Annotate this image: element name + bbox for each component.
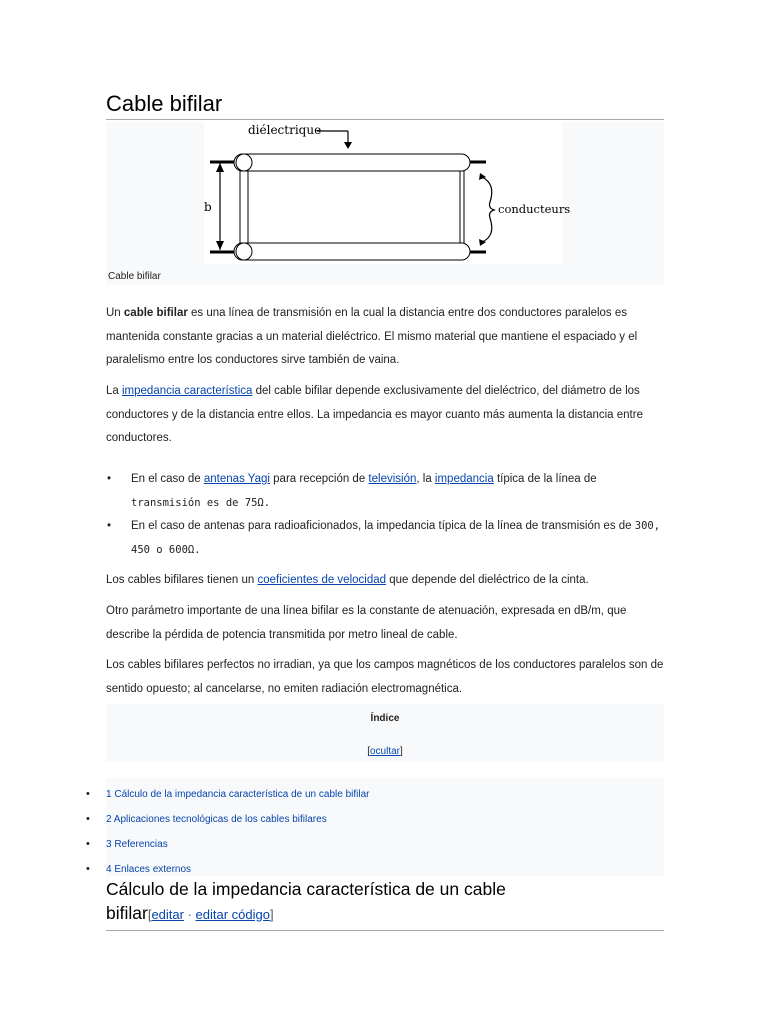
- text: En el caso de: [131, 473, 204, 485]
- text: Un: [106, 307, 124, 319]
- text: En el caso de antenas para radioaficionados, la impedancia típica de la línea de transmisión es de: [131, 520, 635, 532]
- figure-caption: Cable bifilar: [108, 271, 161, 282]
- link-television[interactable]: televisión: [368, 473, 417, 485]
- text: [: [367, 746, 370, 757]
- section-edit-links: [148, 907, 274, 922]
- toc-title: Índice: [370, 713, 400, 724]
- text: Los cables bifilares tienen un: [106, 574, 258, 586]
- text: del cable bifilar depende exclusivamente del dieléctrico, del diámetro de los conductores y de la distancia entre ellos. La impedancia es mayor cuanto más aumenta la distancia entre conductores.: [106, 385, 643, 444]
- dielectric-label: diélectrique: [248, 123, 322, 137]
- section-heading-line1: Cálculo de la impedancia característica de un cable: [106, 879, 506, 899]
- text: , la: [416, 473, 435, 485]
- toc-item[interactable]: [86, 782, 666, 807]
- list-item: [106, 515, 664, 562]
- twin-lead-diagram-svg: [204, 122, 571, 264]
- text: La: [106, 385, 122, 397]
- bullet-icon: •: [107, 520, 112, 532]
- conductors-label: conducteurs: [498, 202, 571, 216]
- distance-label: b: [204, 200, 212, 214]
- toc-number: 2: [106, 814, 112, 825]
- intro-paragraph-1: [106, 302, 664, 373]
- toc-header: [106, 704, 664, 762]
- text: típica de la línea de: [493, 473, 597, 485]
- text: transmisión es de 75Ω.: [131, 496, 271, 509]
- section-heading: [106, 877, 664, 931]
- toc-hide-link[interactable]: ocultar: [369, 746, 400, 757]
- toc-item[interactable]: [86, 807, 666, 832]
- text: [: [147, 907, 152, 922]
- figure: [106, 122, 664, 285]
- list-item: [106, 468, 664, 515]
- toc-link[interactable]: Aplicaciones tecnológicas de los cables bifilares: [113, 814, 327, 825]
- paragraph-3: [106, 569, 664, 593]
- toc-number: 4: [106, 864, 112, 875]
- bullet-icon: •: [86, 788, 90, 800]
- bullet-icon: •: [86, 813, 90, 825]
- text: ·: [183, 907, 196, 922]
- section-heading-line2: bifilar: [106, 903, 148, 923]
- paragraph-4: Otro parámetro importante de una línea bifilar es la constante de atenuación, expresada en dB/m, que describe la pérdida de potencia transmitida por metro lineal de cable.: [106, 605, 627, 641]
- intro-paragraph-2: [106, 380, 664, 451]
- paragraph-5: Los cables bifilares perfectos no irradian, ya que los campos magnéticos de los conductores paralelos son de sentido opuesto; al cancelarse, no emiten radiación electromagnética.: [106, 659, 664, 695]
- toc-list: [86, 782, 666, 882]
- impedance-list: [106, 468, 664, 562]
- toc-number: 1: [106, 789, 112, 800]
- twin-lead-diagram: [204, 122, 571, 264]
- toc-item[interactable]: [86, 832, 666, 857]
- toc-link[interactable]: Referencias: [114, 839, 168, 850]
- page-title: Cable bifilar: [106, 89, 664, 120]
- link-impedancia[interactable]: impedancia: [434, 473, 494, 485]
- link-impedancia-caracteristica[interactable]: impedancia característica: [122, 385, 253, 397]
- bullet-icon: •: [86, 863, 90, 875]
- toc-toggle: [106, 746, 664, 757]
- text: es una línea de transmisión en la cual la distancia entre dos conductores paralelos es mantenida constante gracias a un material dieléctrico. El mismo material que mantiene el espaciado y el paralelismo entre los conductores sirve también de vaina.: [106, 307, 638, 366]
- toc-link[interactable]: Enlaces externos: [114, 864, 192, 875]
- text: ]: [270, 907, 274, 922]
- text: que depende del dieléctrico de la cinta.: [386, 574, 589, 586]
- toc-link[interactable]: Cálculo de la impedancia característica de un cable bifilar: [114, 789, 370, 800]
- text: 300, 450 o 600Ω.: [131, 520, 661, 556]
- edit-link[interactable]: editar: [151, 907, 184, 922]
- link-coeficientes-de-velocidad[interactable]: coeficientes de velocidad: [257, 574, 387, 586]
- link-antenas-yagi[interactable]: antenas Yagi: [203, 473, 270, 485]
- text: ]: [400, 746, 403, 757]
- edit-source-link[interactable]: editar código: [195, 907, 270, 922]
- bold-term: cable bifilar: [123, 307, 188, 319]
- text: para recepción de: [269, 473, 369, 485]
- bullet-icon: •: [86, 838, 90, 850]
- bullet-icon: •: [107, 473, 112, 485]
- toc-number: 3: [106, 839, 112, 850]
